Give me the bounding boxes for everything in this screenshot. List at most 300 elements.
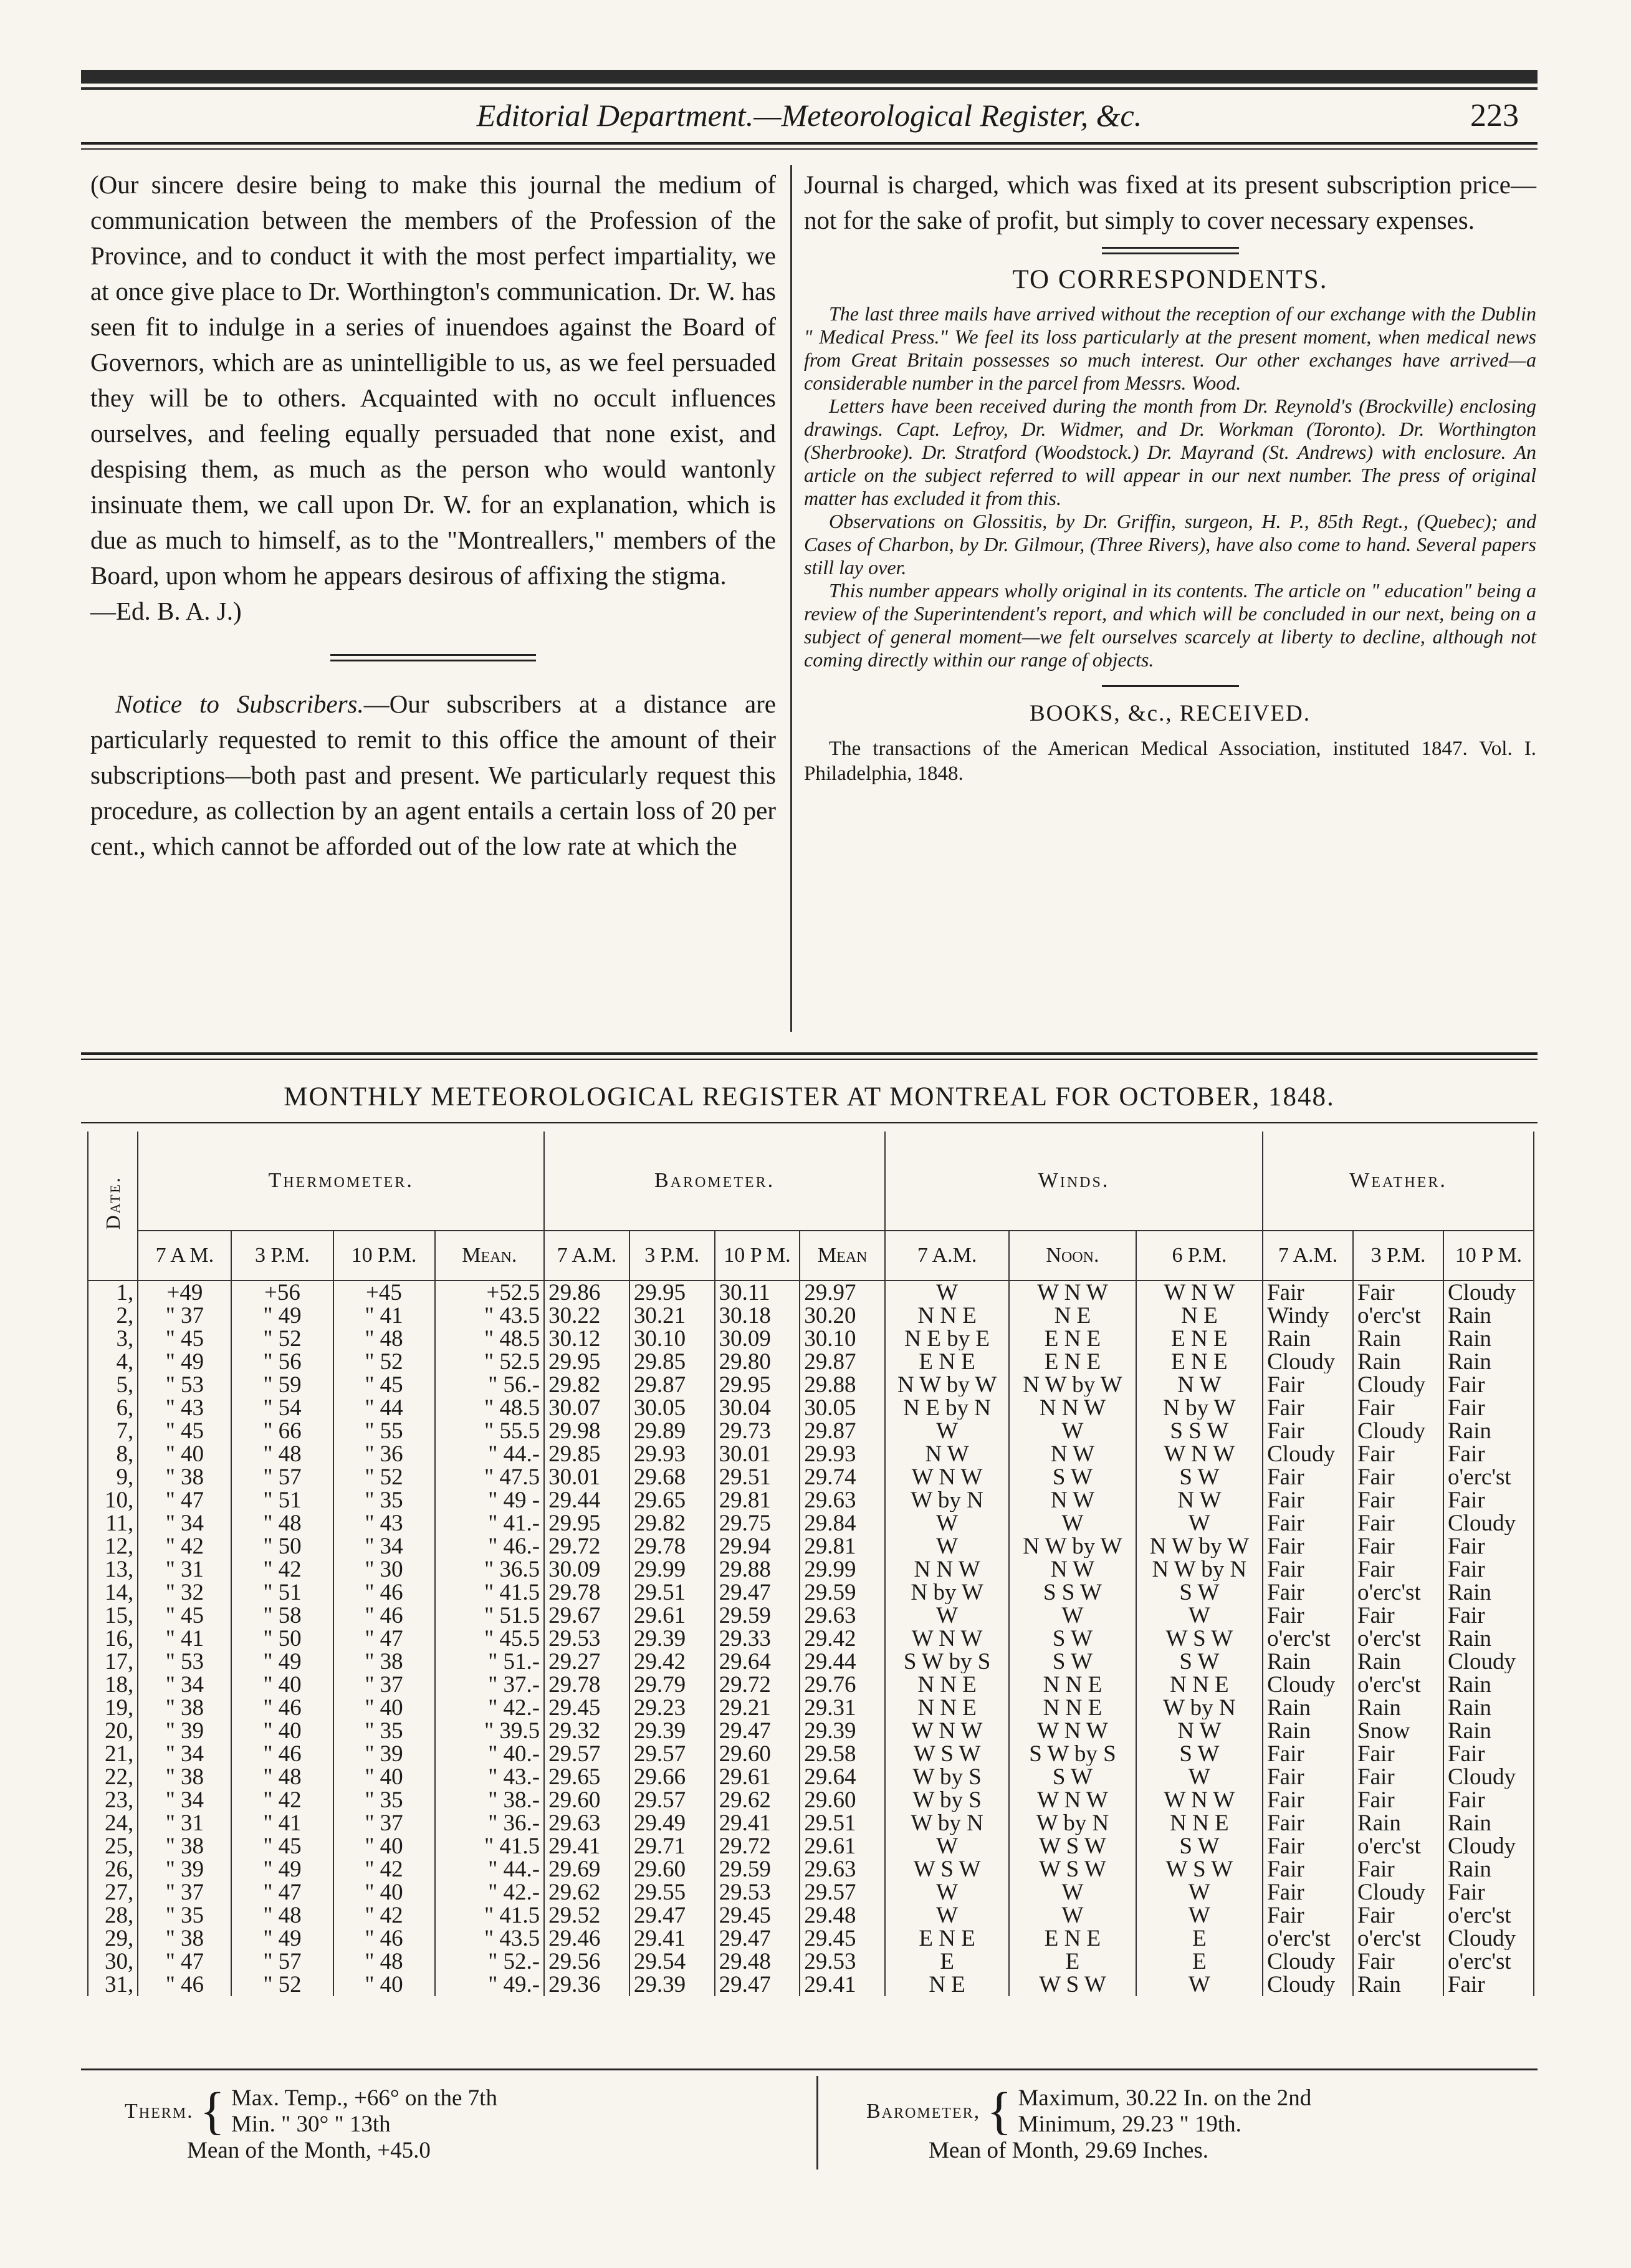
wind-7am-cell: W — [885, 1535, 1009, 1558]
correspondents-paragraph: Letters have been received during the month from Dr. Reynold's (Brockville) enclosing drawings. Capt. Lefroy, Dr. Widmer, and Dr. Workman (Toronto). Dr. Worthington (Sherbrooke). Dr. Stratford (Woodstock.) Dr. Mayrand (St. Andrews) with enclosure. An article on the subject referred to will appear in our next number. The press of original matter has excluded it from this. — [804, 395, 1536, 509]
weather-3pm-cell: Cloudy — [1353, 1420, 1443, 1443]
therm-mean-cell: " 44.- — [435, 1443, 545, 1466]
therm-mean-cell: " 44.- — [435, 1858, 545, 1881]
register-row — [88, 1396, 1534, 1420]
weather-3pm-cell: o'erc'st — [1353, 1581, 1443, 1604]
wind-noon-cell: W S W — [1009, 1835, 1136, 1858]
weather-10pm-cell: Cloudy — [1443, 1281, 1534, 1304]
baro-10pm-cell: 29.59 — [715, 1604, 800, 1627]
wind-noon-cell: W — [1009, 1904, 1136, 1927]
weather-3pm-cell: Fair — [1353, 1858, 1443, 1881]
date-cell: 14, — [88, 1581, 138, 1604]
date-cell: 15, — [88, 1604, 138, 1627]
baro-3pm-cell: 29.60 — [629, 1858, 715, 1881]
therm-mean-cell: " 55.5 — [435, 1420, 545, 1443]
baro-3pm-cell: 29.39 — [629, 1719, 715, 1742]
register-title-rule — [81, 1122, 1538, 1123]
wind-6pm-cell: W — [1136, 1973, 1263, 1996]
weather-3pm-cell: Rain — [1353, 1350, 1443, 1373]
register-row — [88, 1350, 1534, 1373]
register-row — [88, 1489, 1534, 1512]
therm-mean-cell: " 51.5 — [435, 1604, 545, 1627]
therm-3pm-cell: " 41 — [231, 1812, 333, 1835]
therm-mean-cell: " 52.5 — [435, 1350, 545, 1373]
wind-7am-cell: N E — [885, 1973, 1009, 1996]
baro-3pm-header: 3 P.M. — [629, 1231, 715, 1281]
winds-7am-header: 7 A.M. — [885, 1231, 1009, 1281]
therm-3pm-cell: " 48 — [231, 1766, 333, 1789]
running-head: Editorial Department.—Meteorological Register, &c. — [476, 98, 1142, 133]
weather-3pm-cell: Fair — [1353, 1904, 1443, 1927]
weather-10pm-cell: Fair — [1443, 1535, 1534, 1558]
therm-mean-cell: +52.5 — [435, 1281, 545, 1304]
therm-mean-cell: " 43.5 — [435, 1304, 545, 1327]
therm-7am-cell: " 41 — [138, 1627, 231, 1650]
baro-3pm-cell: 29.93 — [629, 1443, 715, 1466]
baro-10pm-cell: 29.47 — [715, 1581, 800, 1604]
register-row — [88, 1443, 1534, 1466]
wind-6pm-cell: W — [1136, 1604, 1263, 1627]
therm-10pm-cell: +45 — [333, 1281, 435, 1304]
weather-7am-cell: Fair — [1263, 1581, 1353, 1604]
wind-7am-cell: W N W — [885, 1627, 1009, 1650]
therm-7am-cell: " 39 — [138, 1719, 231, 1742]
wind-noon-cell: N W — [1009, 1443, 1136, 1466]
wind-noon-cell: S W — [1009, 1466, 1136, 1489]
weather-10pm-cell: Rain — [1443, 1719, 1534, 1742]
baro-3pm-cell: 29.47 — [629, 1904, 715, 1927]
baro-mean-cell: 29.63 — [800, 1489, 885, 1512]
baro-mean-cell: 29.93 — [800, 1443, 885, 1466]
baro-10pm-cell: 30.18 — [715, 1304, 800, 1327]
therm-10pm-cell: " 45 — [333, 1373, 435, 1396]
date-cell: 11, — [88, 1512, 138, 1535]
wind-7am-cell: N W — [885, 1443, 1009, 1466]
baro-mean-cell: 29.76 — [800, 1673, 885, 1696]
therm-3pm-cell: " 58 — [231, 1604, 333, 1627]
weather-7am-cell: Fair — [1263, 1858, 1353, 1881]
weather-3pm-cell: Rain — [1353, 1327, 1443, 1350]
wind-6pm-cell: N W by N — [1136, 1558, 1263, 1581]
register-row — [88, 1466, 1534, 1489]
baro-3pm-cell: 29.42 — [629, 1650, 715, 1673]
date-cell: 8, — [88, 1443, 138, 1466]
weather-7am-cell: Cloudy — [1263, 1673, 1353, 1696]
therm-7am-cell: +49 — [138, 1281, 231, 1304]
barometer-header: Barometer. — [544, 1132, 885, 1231]
baro-7am-cell: 29.44 — [544, 1489, 629, 1512]
wind-7am-cell: W — [885, 1881, 1009, 1904]
baro-10pm-cell: 30.04 — [715, 1396, 800, 1420]
weather-10pm-cell: Rain — [1443, 1581, 1534, 1604]
therm-mean-cell: " 40.- — [435, 1742, 545, 1766]
brace: { — [987, 2082, 1012, 2140]
wind-noon-cell: W N W — [1009, 1281, 1136, 1304]
therm-3pm-cell: " 40 — [231, 1673, 333, 1696]
therm-mean: Mean of the Month, +45.0 — [187, 2138, 431, 2163]
wind-6pm-cell: E N E — [1136, 1327, 1263, 1350]
baro-mean-header: Mean — [800, 1231, 885, 1281]
baro-10pm-cell: 29.47 — [715, 1927, 800, 1950]
wind-6pm-cell: W S W — [1136, 1858, 1263, 1881]
wind-noon-cell: N N W — [1009, 1396, 1136, 1420]
baro-7am-cell: 29.65 — [544, 1766, 629, 1789]
therm-mean-cell: " 43.- — [435, 1766, 545, 1789]
correspondents-paragraph: This number appears wholly original in its contents. The article on " education" being a review of the Superintendent's report, and which will be concluded in our next, being on a subject of general moment—we felt ourselves scarcely at liberty to decline, although not coming directly within our range of objects. — [804, 579, 1536, 671]
weather-7am-cell: Rain — [1263, 1327, 1353, 1350]
weather-7am-cell: Fair — [1263, 1466, 1353, 1489]
baro-3pm-cell: 29.39 — [629, 1627, 715, 1650]
weather-3pm-cell: Fair — [1353, 1443, 1443, 1466]
therm-mean-cell: " 49 - — [435, 1489, 545, 1512]
therm-3pm-cell: " 54 — [231, 1396, 333, 1420]
baro-3pm-cell: 29.61 — [629, 1604, 715, 1627]
baro-mean-cell: 29.88 — [800, 1373, 885, 1396]
wind-7am-cell: S W by S — [885, 1650, 1009, 1673]
wind-6pm-cell: W — [1136, 1766, 1263, 1789]
therm-3pm-cell: " 66 — [231, 1420, 333, 1443]
wind-noon-cell: S W — [1009, 1650, 1136, 1673]
weather-3pm-cell: o'erc'st — [1353, 1673, 1443, 1696]
wind-6pm-cell: S W — [1136, 1742, 1263, 1766]
weather-10pm-cell: Fair — [1443, 1489, 1534, 1512]
baro-3pm-cell: 29.78 — [629, 1535, 715, 1558]
date-cell: 1, — [88, 1281, 138, 1304]
weather-10pm-cell: Fair — [1443, 1973, 1534, 1996]
books-item: The transactions of the American Medical Association, instituted 1847. Vol. I. Philadelphia, 1848. — [804, 738, 1536, 785]
weather-7am-header: 7 A.M. — [1263, 1231, 1353, 1281]
baro-7am-cell: 29.57 — [544, 1742, 629, 1766]
therm-7am-cell: " 38 — [138, 1927, 231, 1950]
date-cell: 27, — [88, 1881, 138, 1904]
brace: { — [199, 2082, 225, 2140]
therm-7am-cell: " 45 — [138, 1604, 231, 1627]
register-row — [88, 1535, 1534, 1558]
therm-mean-cell: " 38.- — [435, 1789, 545, 1812]
weather-header: Weather. — [1263, 1132, 1534, 1231]
weather-7am-cell: Fair — [1263, 1281, 1353, 1304]
date-cell: 26, — [88, 1858, 138, 1881]
baro-3pm-cell: 29.49 — [629, 1812, 715, 1835]
therm-3pm-cell: " 47 — [231, 1881, 333, 1904]
wind-6pm-cell: W N W — [1136, 1281, 1263, 1304]
baro-mean-cell: 30.20 — [800, 1304, 885, 1327]
date-cell: 30, — [88, 1950, 138, 1973]
wind-6pm-cell: N W — [1136, 1719, 1263, 1742]
weather-10pm-cell: Rain — [1443, 1673, 1534, 1696]
weather-7am-cell: Fair — [1263, 1558, 1353, 1581]
therm-mean-cell: " 41.5 — [435, 1581, 545, 1604]
top-ornamental-rule — [81, 70, 1538, 84]
therm-7am-cell: " 53 — [138, 1373, 231, 1396]
weather-3pm-cell: Fair — [1353, 1950, 1443, 1973]
baro-3pm-cell: 29.51 — [629, 1581, 715, 1604]
wind-6pm-cell: W by N — [1136, 1696, 1263, 1719]
baro-7am-cell: 29.72 — [544, 1535, 629, 1558]
register-row — [88, 1650, 1534, 1673]
wind-7am-cell: W S W — [885, 1742, 1009, 1766]
weather-7am-cell: Rain — [1263, 1719, 1353, 1742]
weather-3pm-cell: Fair — [1353, 1742, 1443, 1766]
date-cell: 3, — [88, 1327, 138, 1350]
baro-7am-cell: 29.46 — [544, 1927, 629, 1950]
register-row — [88, 1304, 1534, 1327]
baro-10pm-cell: 29.88 — [715, 1558, 800, 1581]
date-cell: 10, — [88, 1489, 138, 1512]
baro-mean-cell: 29.51 — [800, 1812, 885, 1835]
therm-7am-cell: " 45 — [138, 1327, 231, 1350]
therm-10pm-cell: " 42 — [333, 1858, 435, 1881]
weather-3pm-cell: Snow — [1353, 1719, 1443, 1742]
weather-7am-cell: Cloudy — [1263, 1350, 1353, 1373]
therm-7am-cell: " 42 — [138, 1535, 231, 1558]
date-cell: 20, — [88, 1719, 138, 1742]
baro-7am-cell: 29.69 — [544, 1858, 629, 1881]
therm-7am-header: 7 A M. — [138, 1231, 231, 1281]
weather-10pm-cell: o'erc'st — [1443, 1950, 1534, 1973]
therm-7am-cell: " 34 — [138, 1789, 231, 1812]
therm-3pm-cell: " 49 — [231, 1650, 333, 1673]
weather-10pm-cell: Rain — [1443, 1627, 1534, 1650]
wind-7am-cell: N E by E — [885, 1327, 1009, 1350]
therm-10pm-cell: " 38 — [333, 1650, 435, 1673]
baro-mean-cell: 29.64 — [800, 1766, 885, 1789]
baro-10pm-cell: 29.21 — [715, 1696, 800, 1719]
weather-7am-cell: Fair — [1263, 1766, 1353, 1789]
baro-3pm-cell: 29.39 — [629, 1973, 715, 1996]
wind-6pm-cell: S S W — [1136, 1420, 1263, 1443]
baro-7am-cell: 29.52 — [544, 1904, 629, 1927]
wind-7am-cell: W — [885, 1904, 1009, 1927]
register-row — [88, 1719, 1534, 1742]
register-row — [88, 1858, 1534, 1881]
baro-10pm-cell: 29.47 — [715, 1973, 800, 1996]
winds-6pm-header: 6 P.M. — [1136, 1231, 1263, 1281]
wind-noon-cell: N W by W — [1009, 1373, 1136, 1396]
therm-7am-cell: " 34 — [138, 1673, 231, 1696]
baro-min: Minimum, 29.23 " 19th. — [1018, 2112, 1241, 2137]
register-body — [88, 1281, 1534, 1996]
winds-noon-header: Noon. — [1009, 1231, 1136, 1281]
weather-10pm-cell: Rain — [1443, 1420, 1534, 1443]
wind-6pm-cell: N W — [1136, 1373, 1263, 1396]
wind-noon-cell: W — [1009, 1881, 1136, 1904]
therm-mean-cell: " 45.5 — [435, 1627, 545, 1650]
weather-10pm-cell: Cloudy — [1443, 1927, 1534, 1950]
register-row — [88, 1696, 1534, 1719]
therm-10pm-cell: " 37 — [333, 1812, 435, 1835]
weather-7am-cell: Fair — [1263, 1373, 1353, 1396]
therm-3pm-cell: +56 — [231, 1281, 333, 1304]
baro-7am-cell: 29.95 — [544, 1350, 629, 1373]
baro-mean-cell: 29.59 — [800, 1581, 885, 1604]
date-cell: 6, — [88, 1396, 138, 1420]
baro-mean-cell: 29.87 — [800, 1350, 885, 1373]
therm-7am-cell: " 38 — [138, 1835, 231, 1858]
baro-10pm-cell: 29.41 — [715, 1812, 800, 1835]
baro-7am-cell: 29.78 — [544, 1581, 629, 1604]
wind-7am-cell: W by N — [885, 1489, 1009, 1512]
therm-10pm-cell: " 40 — [333, 1766, 435, 1789]
baro-7am-cell: 29.82 — [544, 1373, 629, 1396]
weather-3pm-cell: Rain — [1353, 1812, 1443, 1835]
therm-7am-cell: " 37 — [138, 1881, 231, 1904]
therm-3pm-header: 3 P.M. — [231, 1231, 333, 1281]
weather-10pm-cell: Rain — [1443, 1696, 1534, 1719]
baro-mean-cell: 29.44 — [800, 1650, 885, 1673]
baro-7am-header: 7 A.M. — [544, 1231, 629, 1281]
date-cell: 12, — [88, 1535, 138, 1558]
weather-3pm-cell: Fair — [1353, 1766, 1443, 1789]
therm-7am-cell: " 38 — [138, 1466, 231, 1489]
editor-signature: —Ed. B. A. J.) — [90, 597, 242, 625]
weather-7am-cell: Rain — [1263, 1696, 1353, 1719]
baro-mean-cell: 29.60 — [800, 1789, 885, 1812]
weather-10pm-cell: o'erc'st — [1443, 1466, 1534, 1489]
section-separator — [1102, 685, 1239, 687]
summary-divider — [816, 2076, 818, 2169]
weather-7am-cell: Cloudy — [1263, 1950, 1353, 1973]
wind-noon-cell: N W — [1009, 1558, 1136, 1581]
baro-7am-cell: 30.12 — [544, 1327, 629, 1350]
weather-3pm-cell: o'erc'st — [1353, 1304, 1443, 1327]
weather-10pm-cell: Fair — [1443, 1373, 1534, 1396]
date-cell: 5, — [88, 1373, 138, 1396]
therm-mean-cell: " 41.5 — [435, 1835, 545, 1858]
therm-10pm-cell: " 44 — [333, 1396, 435, 1420]
date-cell: 4, — [88, 1350, 138, 1373]
baro-3pm-cell: 29.82 — [629, 1512, 715, 1535]
therm-10pm-cell: " 48 — [333, 1950, 435, 1973]
therm-3pm-cell: " 49 — [231, 1304, 333, 1327]
therm-7am-cell: " 39 — [138, 1858, 231, 1881]
therm-10pm-cell: " 46 — [333, 1581, 435, 1604]
wind-7am-cell: W by N — [885, 1812, 1009, 1835]
wind-7am-cell: W — [885, 1835, 1009, 1858]
weather-10pm-cell: o'erc'st — [1443, 1904, 1534, 1927]
weather-7am-cell: Fair — [1263, 1396, 1353, 1420]
weather-7am-cell: o'erc'st — [1263, 1627, 1353, 1650]
therm-3pm-cell: " 49 — [231, 1858, 333, 1881]
wind-6pm-cell: W — [1136, 1512, 1263, 1535]
baro-7am-cell: 30.01 — [544, 1466, 629, 1489]
baro-7am-cell: 29.60 — [544, 1789, 629, 1812]
register-row — [88, 1327, 1534, 1350]
therm-mean-cell: " 41.5 — [435, 1904, 545, 1927]
baro-3pm-cell: 29.85 — [629, 1350, 715, 1373]
weather-3pm-cell: Fair — [1353, 1512, 1443, 1535]
register-row — [88, 1512, 1534, 1535]
therm-10pm-cell: " 41 — [333, 1304, 435, 1327]
wind-6pm-cell: E N E — [1136, 1350, 1263, 1373]
baro-7am-cell: 29.98 — [544, 1420, 629, 1443]
baro-7am-cell: 30.22 — [544, 1304, 629, 1327]
register-row — [88, 1627, 1534, 1650]
wind-noon-cell: W N W — [1009, 1789, 1136, 1812]
wind-6pm-cell: W N W — [1136, 1789, 1263, 1812]
therm-10pm-cell: " 34 — [333, 1535, 435, 1558]
baro-10pm-cell: 29.73 — [715, 1420, 800, 1443]
wind-7am-cell: N N W — [885, 1558, 1009, 1581]
therm-3pm-cell: " 48 — [231, 1443, 333, 1466]
therm-mean-cell: " 49.- — [435, 1973, 545, 1996]
weather-3pm-cell: Fair — [1353, 1281, 1443, 1304]
therm-10pm-cell: " 46 — [333, 1604, 435, 1627]
baro-10pm-cell: 29.53 — [715, 1881, 800, 1904]
register-row — [88, 1950, 1534, 1973]
weather-3pm-cell: Rain — [1353, 1696, 1443, 1719]
wind-noon-cell: S W — [1009, 1766, 1136, 1789]
wind-6pm-cell: W N W — [1136, 1443, 1263, 1466]
therm-mean-cell: " 37.- — [435, 1673, 545, 1696]
therm-3pm-cell: " 57 — [231, 1466, 333, 1489]
register-row — [88, 1673, 1534, 1696]
baro-10pm-cell: 29.51 — [715, 1466, 800, 1489]
baro-mean-cell: 30.10 — [800, 1327, 885, 1350]
wind-noon-cell: N N E — [1009, 1696, 1136, 1719]
therm-10pm-cell: " 42 — [333, 1904, 435, 1927]
wind-7am-cell: N W by W — [885, 1373, 1009, 1396]
weather-7am-cell: Fair — [1263, 1904, 1353, 1927]
wind-7am-cell: N N E — [885, 1696, 1009, 1719]
wind-noon-cell: N E — [1009, 1304, 1136, 1327]
baro-7am-cell: 29.95 — [544, 1512, 629, 1535]
baro-10pm-cell: 30.09 — [715, 1327, 800, 1350]
therm-mean-cell: " 48.5 — [435, 1396, 545, 1420]
baro-mean-cell: 29.41 — [800, 1973, 885, 1996]
therm-10pm-cell: " 46 — [333, 1927, 435, 1950]
therm-3pm-cell: " 50 — [231, 1627, 333, 1650]
therm-10pm-cell: " 55 — [333, 1420, 435, 1443]
baro-3pm-cell: 29.68 — [629, 1466, 715, 1489]
therm-3pm-cell: " 46 — [231, 1742, 333, 1766]
register-row — [88, 1904, 1534, 1927]
baro-10pm-cell: 30.11 — [715, 1281, 800, 1304]
baro-mean-cell: 29.63 — [800, 1858, 885, 1881]
weather-3pm-cell: Fair — [1353, 1558, 1443, 1581]
weather-7am-cell: o'erc'st — [1263, 1927, 1353, 1950]
therm-mean-cell: " 42.- — [435, 1881, 545, 1904]
correspondents-paragraph: Observations on Glossitis, by Dr. Griffin, surgeon, H. P., 85th Regt., (Quebec); and Cases of Charbon, by Dr. Gilmour, (Three Rivers), have also come to hand. Several papers still lay over. — [804, 510, 1536, 579]
thermometer-summary — [125, 2082, 497, 2164]
therm-3pm-cell: " 52 — [231, 1973, 333, 1996]
baro-7am-cell: 29.53 — [544, 1627, 629, 1650]
therm-7am-cell: " 32 — [138, 1581, 231, 1604]
therm-10pm-cell: " 40 — [333, 1835, 435, 1858]
weather-3pm-cell: o'erc'st — [1353, 1835, 1443, 1858]
therm-7am-cell: " 49 — [138, 1350, 231, 1373]
weather-3pm-cell: Fair — [1353, 1604, 1443, 1627]
therm-10pm-cell: " 52 — [333, 1350, 435, 1373]
weather-7am-cell: Rain — [1263, 1650, 1353, 1673]
correspondents-heading: TO CORRESPONDENTS. — [1012, 265, 1328, 294]
baro-7am-cell: 29.27 — [544, 1650, 629, 1673]
baro-3pm-cell: 30.05 — [629, 1396, 715, 1420]
weather-10pm-cell: Fair — [1443, 1881, 1534, 1904]
therm-10pm-cell: " 36 — [333, 1443, 435, 1466]
wind-7am-cell: N N E — [885, 1304, 1009, 1327]
baro-7am-cell: 30.09 — [544, 1558, 629, 1581]
weather-3pm-cell: Rain — [1353, 1973, 1443, 1996]
wind-6pm-cell: W — [1136, 1881, 1263, 1904]
register-row — [88, 1766, 1534, 1789]
therm-mean-cell: " 47.5 — [435, 1466, 545, 1489]
baro-3pm-cell: 29.41 — [629, 1927, 715, 1950]
register-row — [88, 1812, 1534, 1835]
column-divider — [790, 165, 792, 1032]
register-row — [88, 1927, 1534, 1950]
baro-mean-cell: 29.48 — [800, 1904, 885, 1927]
